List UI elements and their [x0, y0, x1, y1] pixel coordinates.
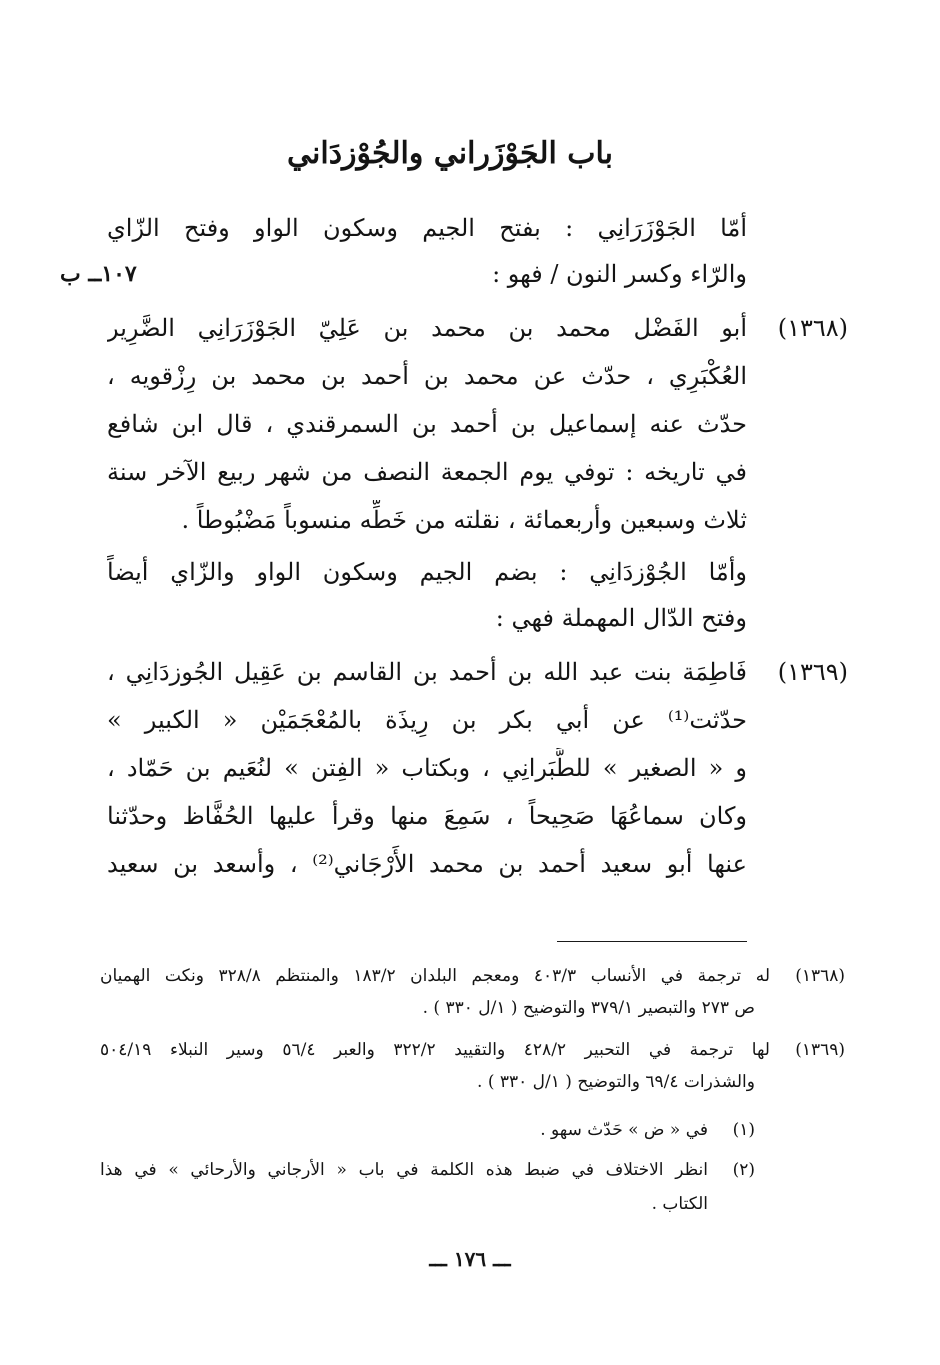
intro-line: وأمّا الجُوْزدَانِي : بضم الجيم وسكون الواو والزّاي أيضاً — [107, 558, 747, 586]
footnote-separator — [557, 941, 747, 942]
footnote-line: الكتاب . — [651, 1194, 708, 1214]
entry-number: (١٣٦٨) — [777, 314, 848, 342]
section-title: باب الجَوْزَراني والجُوْزدَاني — [287, 136, 613, 171]
entry-line: وكان سماعُهَا صَحِيحاً ، سَمِعَ منها وقرأ عليها الحُفَّاظ وحدّثنا — [107, 802, 747, 830]
intro-line: والرّاء وكسر النون / فهو : — [492, 260, 747, 288]
entry-line: العُكْبَرِي ، حدّث عن محمد بن أحمد بن محمد بن رِزْقويه ، — [107, 362, 747, 390]
entry-line: حدّث عنه إسماعيل بن أحمد بن السمرقندي ، قال ابن شافع — [107, 410, 747, 438]
entry-line: عنها أبو سعيد أحمد بن محمد الأَرْجَاني⁽²⁾ ، وأسعد بن سعيد — [107, 850, 747, 878]
footnote-line: في « ض » حَدّث سهو . — [540, 1120, 708, 1140]
entry-line: فَاطِمَة بنت عبد الله بن أحمد بن القاسم بن عَقِيل الجُوزدَانِي ، — [107, 658, 747, 686]
footnote-number: (٢) — [732, 1160, 755, 1180]
footnote-line: لها ترجمة في التحبير ٤٢٨/٢ والتقييد ٣٢٢/٢ والعبر ٥٦/٤ وسير النبلاء ٥٠٤/١٩ — [100, 1040, 770, 1060]
entry-line: أبو الفَضْل محمد بن محمد بن عَلِيّ الجَوْزَرَانِي الضَّرِير — [107, 314, 747, 342]
entry-line: في تاريخه : توفي يوم الجمعة النصف من شهر ربيع الآخر سنة — [107, 458, 747, 486]
entry-line: ثلاث وسبعين وأربعمائة ، نقلته من خَطِّه منسوباً مَضْبُوطاً . — [181, 506, 747, 534]
footnote-line: له ترجمة في الأنساب ٤٠٣/٣ ومعجم البلدان ١٨٣/٢ والمنتظم ٣٢٨/٨ ونكت الهميان — [100, 966, 770, 986]
page-number: ـــ ١٧٦ ـــ — [429, 1247, 511, 1271]
footnote-line: ص ٢٧٣ والتبصير ٣٧٩/١ والتوضيح ( ١/ل ٣٣٠ ) . — [422, 998, 755, 1018]
footnote-line: انظر الاختلاف في ضبط هذه الكلمة في باب « الأرجاني والأرحائي » في هذا — [100, 1160, 708, 1180]
footnote-number: (١٣٦٩) — [795, 1040, 845, 1060]
footnote-number: (١) — [732, 1120, 755, 1140]
entry-number: (١٣٦٩) — [777, 658, 848, 686]
footnote-number: (١٣٦٨) — [795, 966, 845, 986]
entry-line: حدّثت⁽¹⁾ عن أبي بكر بن رِيذَة بالمُعْجَمَيْن « الكبير » — [107, 706, 747, 734]
footnote-line: والشذرات ٦٩/٤ والتوضيح ( ١/ل ٣٣٠ ) . — [477, 1072, 755, 1092]
entry-line: و « الصغير » للطَّبَرانِي ، وبكتاب « الفِتن » لنُعَيم بن حَمّاد ، — [107, 754, 747, 782]
intro-line: أمّا الجَوْزَرَانِي : بفتح الجيم وسكون الواو وفتح الزّاي — [107, 214, 747, 242]
intro-line: وفتح الدّال المهملة فهي : — [495, 604, 747, 632]
manuscript-folio-note: ١٠٧ــ ب — [60, 261, 137, 287]
